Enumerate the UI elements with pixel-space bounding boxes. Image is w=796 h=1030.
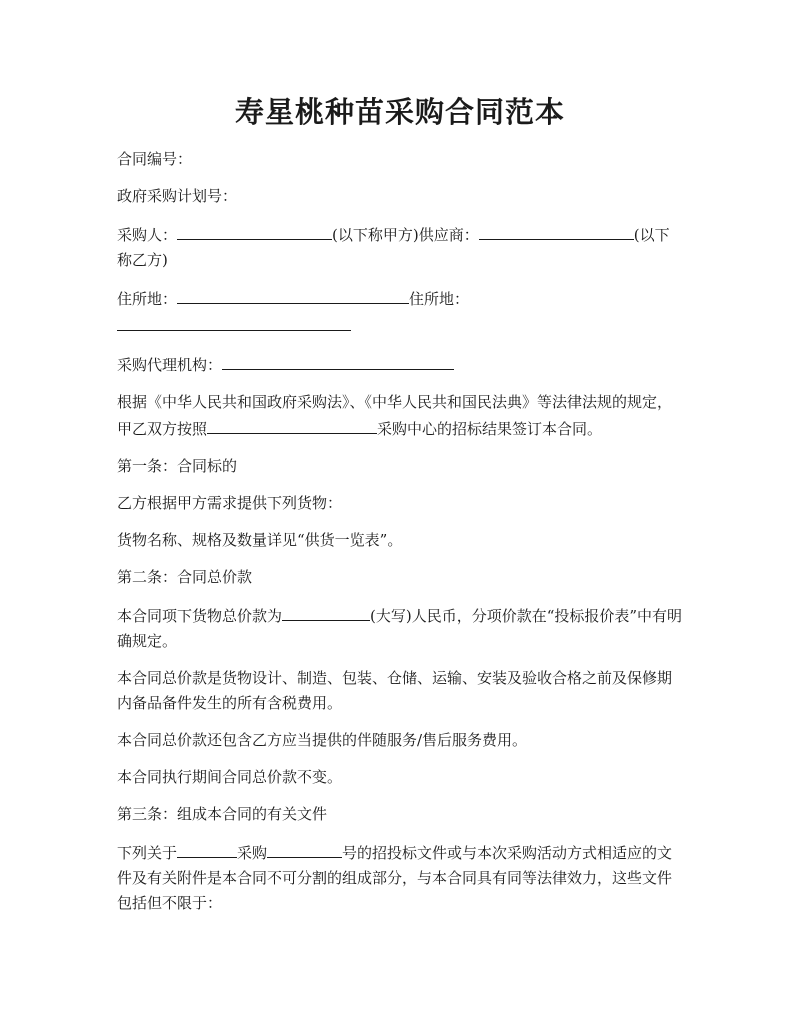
documents-text-middle: 采购 [237, 844, 268, 862]
document-body [117, 147, 683, 928]
address-label-second: 住所地： [409, 290, 470, 308]
project-name-blank [177, 839, 237, 858]
agency-line [117, 351, 683, 378]
article-1-heading: 第一条：合同标的 [117, 457, 238, 475]
document-title: 寿星桃种苗采购合同范本 [234, 95, 565, 129]
article-2-paragraph-4: 本合同执行期间合同总价款不变。 [117, 768, 343, 786]
address-label-first: 住所地： [117, 290, 178, 308]
documents-text-end: 号的招投标文件或与本次采购活动方式相适应的文件及有关附件是本合同不可分割的组成部分，与本合同具有同等法律效力，这些文件包括但不限于： [117, 844, 673, 912]
article-3-paragraph-1 [117, 839, 683, 916]
documents-text-start: 下列关于 [117, 844, 178, 862]
procurement-center-blank [207, 415, 377, 434]
contract-number-line [117, 147, 683, 172]
plan-number-label: 政府采购计划号： [117, 187, 238, 205]
article-2-paragraph-1 [117, 602, 683, 654]
plan-number-line [117, 184, 683, 209]
address-blank-second [117, 312, 351, 331]
article-2-heading: 第二条：合同总价款 [117, 568, 253, 586]
supplier-suffix: (以下称乙方) [117, 226, 670, 269]
agency-label: 采购代理机构： [117, 356, 223, 374]
contract-number-label: 合同编号： [117, 150, 193, 168]
total-price-text-start: 本合同项下货物总价款为 [117, 607, 283, 625]
parties-line [117, 221, 683, 273]
purchaser-suffix: (以下称甲方)供应商： [332, 226, 479, 244]
basis-text-end: 采购中心的招标结果签订本合同。 [377, 420, 603, 438]
article-2-paragraph-3: 本合同总价款还包含乙方应当提供的伴随服务/售后服务费用。 [117, 731, 528, 749]
purchaser-blank [177, 221, 332, 240]
agency-blank [222, 351, 454, 370]
total-price-blank [282, 602, 370, 621]
basis-paragraph [117, 390, 683, 442]
address-line [117, 285, 683, 339]
address-blank-first [177, 285, 409, 304]
article-1-paragraph-2: 货物名称、规格及数量详见“供货一览表”。 [117, 531, 403, 549]
article-1-paragraph-1: 乙方根据甲方需求提供下列货物： [117, 494, 343, 512]
article-3-heading: 第三条：组成本合同的有关文件 [117, 805, 328, 823]
supplier-blank [479, 221, 634, 240]
total-price-text-end: (大写)人民币，分项价款在“投标报价表”中有明确规定。 [117, 607, 683, 650]
project-number-blank [267, 839, 342, 858]
basis-text-start: 根据《中华人民共和国政府采购法》、《中华人民共和国民法典》等法律法规的规定，甲乙双方按照 [117, 393, 673, 438]
article-2-paragraph-2: 本合同总价款是货物设计、制造、包装、仓储、运输、安装及验收合格之前及保修期内备品备件发生的所有含税费用。 [117, 669, 673, 712]
purchaser-label: 采购人： [117, 226, 178, 244]
